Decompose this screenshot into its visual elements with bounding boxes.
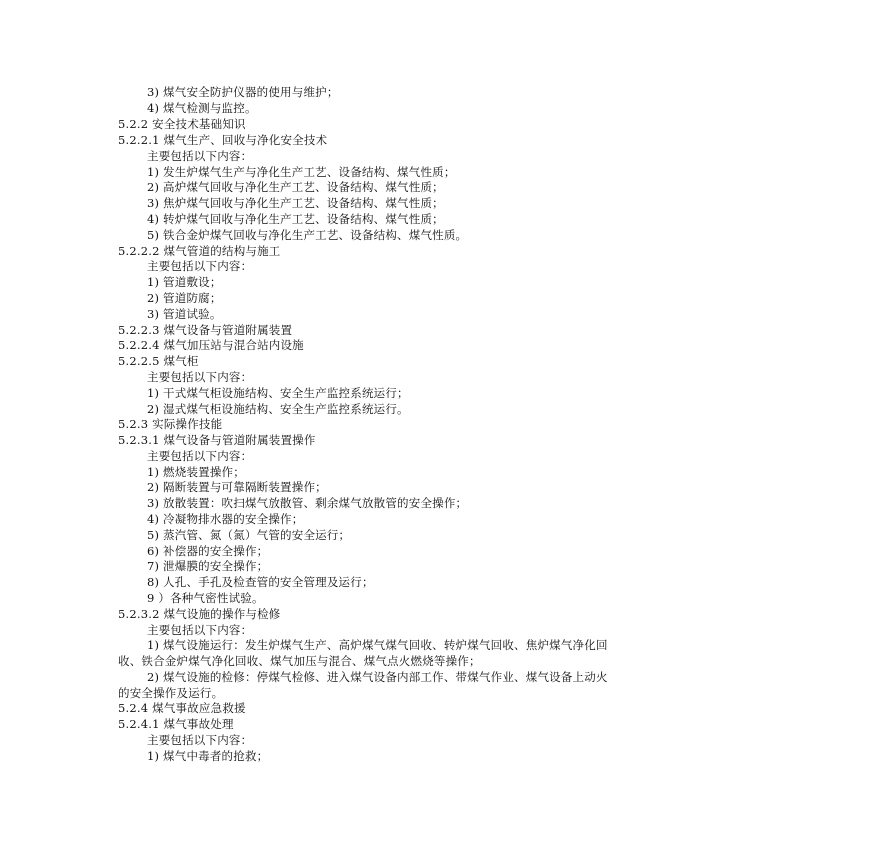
paragraph-intro: 主要包括以下内容： [147, 623, 253, 637]
list-item: 3) 放散装置：吹扫煤气放散管、剩余煤气放散管的安全操作； [147, 496, 468, 510]
list-item: 6) 补偿器的安全操作； [147, 544, 269, 558]
list-item: 8) 人孔、手孔及检查管的安全管理及运行； [147, 575, 374, 589]
list-item: 2) 隔断装置与可靠隔断装置操作； [147, 480, 327, 494]
list-item: 1) 管道敷设； [147, 275, 222, 289]
list-item: 1) 煤气中毒者的抢救； [147, 749, 269, 763]
list-item: 1) 发生炉煤气生产与净化生产工艺、设备结构、煤气性质； [147, 165, 456, 179]
list-item: 7) 泄爆膜的安全操作； [147, 559, 269, 573]
list-item: 4) 转炉煤气回收与净化生产工艺、设备结构、煤气性质； [147, 212, 444, 226]
section-heading: 5.2.3 实际操作技能 [118, 417, 223, 431]
section-heading: 5.2.2.2 煤气管道的结构与施工 [118, 244, 281, 258]
list-item-continuation: 收、铁合金炉煤气净化回收、煤气加压与混合、煤气点火燃烧等操作； [118, 654, 481, 668]
section-heading: 5.2.3.1 煤气设备与管道附属装置操作 [118, 433, 316, 447]
section-heading: 5.2.2 安全技术基础知识 [118, 117, 246, 131]
section-heading: 5.2.2.5 煤气柜 [118, 354, 199, 368]
section-heading: 5.2.2.3 煤气设备与管道附属装置 [118, 323, 293, 337]
list-item: 3) 煤气安全防护仪器的使用与维护； [147, 85, 339, 99]
list-item-continuation: 的安全操作及运行。 [118, 686, 224, 700]
list-item: 4) 冷凝物排水器的安全操作； [147, 512, 304, 526]
list-item: 2) 湿式煤气柜设施结构、安全生产监控系统运行。 [147, 402, 409, 416]
paragraph-intro: 主要包括以下内容： [147, 733, 253, 747]
list-item: 9 ）各种气密性试验。 [147, 591, 264, 605]
list-item: 2) 煤气设施的检修：停煤气检修、进入煤气设备内部工作、带煤气作业、煤气设备上动火 [147, 670, 608, 684]
section-heading: 5.2.2.1 煤气生产、回收与净化安全技术 [118, 133, 328, 147]
list-item: 5) 蒸汽管、氮（氮）气管的安全运行； [147, 528, 351, 542]
paragraph-intro: 主要包括以下内容： [147, 149, 253, 163]
list-item: 1) 燃烧装置操作； [147, 465, 245, 479]
section-heading: 5.2.4 煤气事故应急救援 [118, 701, 246, 715]
list-item: 4) 煤气检测与监控。 [147, 101, 257, 115]
paragraph-intro: 主要包括以下内容： [147, 370, 253, 384]
paragraph-intro: 主要包括以下内容： [147, 449, 253, 463]
list-item: 1) 干式煤气柜设施结构、安全生产监控系统运行； [147, 386, 409, 400]
list-item: 5) 铁合金炉煤气回收与净化生产工艺、设备结构、煤气性质。 [147, 228, 468, 242]
paragraph-intro: 主要包括以下内容： [147, 259, 253, 273]
list-item: 1) 煤气设施运行：发生炉煤气生产、高炉煤气煤气回收、转炉煤气回收、焦炉煤气净化回 [147, 638, 608, 652]
list-item: 3) 管道试验。 [147, 307, 222, 321]
section-heading: 5.2.3.2 煤气设施的操作与检修 [118, 607, 281, 621]
list-item: 2) 高炉煤气回收与净化生产工艺、设备结构、煤气性质； [147, 180, 444, 194]
section-heading: 5.2.4.1 煤气事故处理 [118, 717, 234, 731]
list-item: 2) 管道防腐； [147, 291, 222, 305]
section-heading: 5.2.2.4 煤气加压站与混合站内设施 [118, 338, 304, 352]
list-item: 3) 焦炉煤气回收与净化生产工艺、设备结构、煤气性质； [147, 196, 444, 210]
